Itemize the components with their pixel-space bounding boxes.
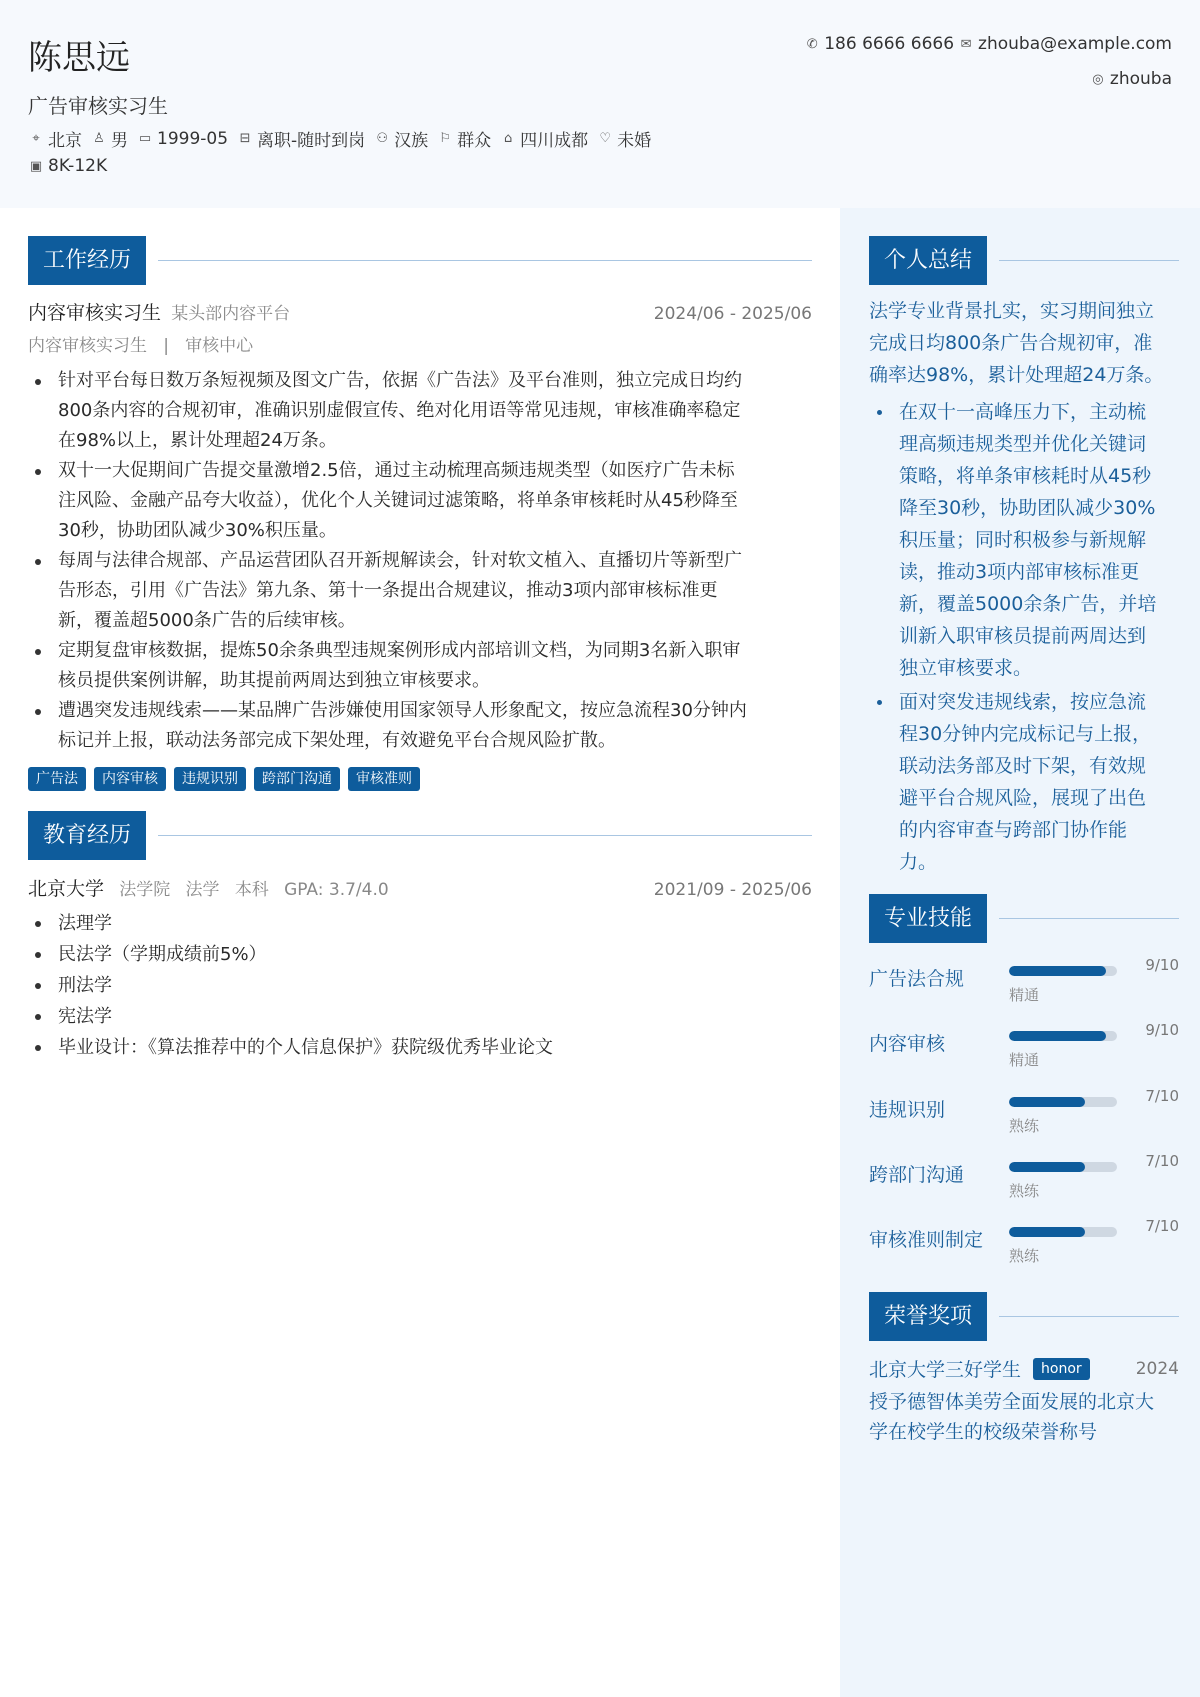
skill-bar-fill — [1009, 1227, 1085, 1237]
heart-icon: ♡ — [599, 131, 611, 146]
education-header — [28, 874, 812, 901]
department: 审核中心 — [185, 336, 254, 356]
info-salary: ▣ 8K-12K — [29, 156, 108, 176]
target-position: 广告审核实习生 — [28, 94, 168, 118]
skill-level: 精通 — [1009, 986, 1040, 1004]
person-icon: ♙ — [93, 131, 105, 146]
award-year: 2024 — [1135, 1358, 1179, 1379]
award-description: 授予德智体美劳全面发展的北京大 学在校学生的校级荣誉称号 — [869, 1391, 1155, 1443]
info-status: ⊟ 离职-随时到岗 — [237, 126, 365, 151]
list-item: 宪法学 — [28, 1001, 812, 1032]
group-icon: ⚇ — [376, 131, 388, 146]
skill-bar — [1009, 1031, 1117, 1041]
skill-bar-fill — [1009, 1162, 1085, 1172]
contact-wechat[interactable]: ◎ zhouba — [1090, 69, 1172, 89]
job-subline — [28, 331, 253, 356]
gpa: GPA: 3.7/4.0 — [284, 880, 389, 900]
list-item: 每周与法律合规部、产品运营团队召开新规解读会，针对软文植入、直播切片等新型广 告形态，引用《广告法》第九条、第十一条提出合规建议，推动3项内部审核标准更 新，覆盖超5000条广告的后续审核。 — [28, 546, 812, 636]
major: 法学 — [185, 880, 220, 900]
candidate-name: 陈思远 — [28, 38, 130, 78]
skill-level: 熟练 — [1009, 1247, 1040, 1265]
wechat-icon: ◎ — [1092, 71, 1104, 87]
list-item: 双十一大促期间广告提交量激增2.5倍，通过主动梳理高频违规类型（如医疗广告未标 注风险、金融产品夸大收益），优化个人关键词过滤策略，将单条审核耗时从45秒降至 30秒，协助团队减少30%积压量。 — [28, 456, 812, 546]
job-title: 内容审核实习生 — [28, 302, 162, 324]
skill-name: 审核准则制定 — [869, 1229, 984, 1251]
skill-item — [869, 1017, 1179, 1077]
company-name: 某头部内容平台 — [171, 304, 291, 324]
contact-phone[interactable]: ✆ 186 6666 6666 — [804, 34, 954, 54]
flag-icon: ⚐ — [439, 131, 451, 146]
summary-text: 法学专业背景扎实，实习期间独立 完成日均800条广告合规初审，准 确率达98%，累计处理超24万条。 — [869, 300, 1164, 386]
list-item: 定期复盘审核数据，提炼50余条典型违规案例形成内部培训文档，为同期3名新入职审 核员提供案例讲解，助其提前两周达到独立审核要求。 — [28, 636, 812, 696]
skill-name: 违规识别 — [869, 1099, 946, 1121]
section-summary — [869, 236, 1179, 285]
section-divider — [999, 1316, 1179, 1317]
job-date: 2024/06 - 2025/06 — [653, 304, 812, 324]
section-skills — [869, 894, 1179, 943]
separator: | — [163, 336, 169, 356]
info-political: ⚐ 群众 — [437, 126, 491, 151]
skill-score: 7/10 — [1145, 1152, 1179, 1170]
skill-bar — [1009, 1162, 1117, 1172]
tag: 内容审核 — [94, 767, 166, 791]
skill-bar-fill — [1009, 1097, 1085, 1107]
skill-name: 广告法合规 — [869, 968, 965, 990]
section-divider — [999, 260, 1179, 261]
home-icon: ⌂ — [504, 131, 513, 146]
skill-tags — [28, 767, 428, 791]
skill-score: 7/10 — [1145, 1087, 1179, 1105]
skill-item — [869, 1083, 1179, 1143]
job-header — [28, 298, 812, 325]
info-birth: ▭ 1999-05 — [138, 128, 229, 149]
salary-row — [28, 156, 116, 176]
list-item: 毕业设计：《算法推荐中的个人信息保护》获院级优秀毕业论文 — [28, 1032, 812, 1063]
personal-info-row — [28, 126, 660, 151]
list-item: 刑法学 — [28, 970, 812, 1001]
skill-bar — [1009, 1227, 1117, 1237]
list-item: 在双十一高峰压力下，主动梳 理高频违规类型并优化关键词 策略，将单条审核耗时从45秒 降至30秒，协助团队减少30% 积压量；同时积极参与新规解 读，推动3项内部审核标准更 新，覆盖5000余条广告，并培 训新入职审核员提前两周达到 独立审核要求。 — [869, 396, 1179, 684]
section-title-work: 工作经历 — [28, 236, 146, 285]
info-location: ⌖ 北京 — [28, 126, 82, 151]
tag: 广告法 — [28, 767, 86, 791]
skill-level: 熟练 — [1009, 1182, 1040, 1200]
skill-bar — [1009, 966, 1117, 976]
contact-row — [804, 34, 1172, 54]
section-title-summary: 个人总结 — [869, 236, 987, 285]
calendar-icon: ▭ — [138, 131, 152, 146]
list-item: 法理学 — [28, 908, 812, 939]
skill-name: 跨部门沟通 — [869, 1164, 965, 1186]
skill-score: 7/10 — [1145, 1217, 1179, 1235]
tag: 违规识别 — [174, 767, 246, 791]
section-title-awards: 荣誉奖项 — [869, 1292, 987, 1341]
award-header — [869, 1355, 1179, 1382]
tag: 跨部门沟通 — [254, 767, 340, 791]
list-item: 遭遇突发违规线索——某品牌广告涉嫌使用国家领导人形象配文，按应急流程30分钟内 标记并上报，联动法务部完成下架处理，有效避免平台合规风险扩散。 — [28, 696, 812, 756]
skill-bar-fill — [1009, 1031, 1106, 1041]
summary-bullets — [869, 396, 1179, 878]
section-title-education: 教育经历 — [28, 811, 146, 860]
info-ethnicity: ⚇ 汉族 — [374, 126, 428, 151]
skill-bar — [1009, 1097, 1117, 1107]
section-title-skills: 专业技能 — [869, 894, 987, 943]
section-awards — [869, 1292, 1179, 1341]
mail-icon: ✉ — [960, 36, 972, 52]
section-education — [28, 811, 812, 860]
list-item: 民法学（学期成绩前5%） — [28, 939, 812, 970]
award-badge: honor — [1033, 1358, 1090, 1380]
skill-level: 精通 — [1009, 1051, 1040, 1069]
tag: 审核准则 — [348, 767, 420, 791]
info-marital: ♡ 未婚 — [597, 126, 651, 151]
phone-icon: ✆ — [806, 36, 818, 52]
section-divider — [158, 835, 812, 836]
info-hometown: ⌂ 四川成都 — [500, 126, 588, 151]
education-bullets — [28, 908, 812, 1063]
info-gender: ♙ 男 — [91, 126, 128, 151]
section-work — [28, 236, 812, 285]
award-name: 北京大学三好学生 — [869, 1359, 1022, 1381]
contact-email[interactable]: ✉ zhouba@example.com — [958, 34, 1172, 54]
list-item: 面对突发违规线索，按应急流 程30分钟内完成标记与上报， 联动法务部及时下架，有效规 避平台合规风险，展现了出色 的内容审查与跨部门协作能 力。 — [869, 686, 1179, 878]
skill-bar-fill — [1009, 966, 1106, 976]
skill-name: 内容审核 — [869, 1033, 946, 1055]
skill-score: 9/10 — [1145, 1021, 1179, 1039]
skill-score: 9/10 — [1145, 956, 1179, 974]
contact-row-2 — [1090, 69, 1172, 89]
education-date: 2021/09 - 2025/06 — [653, 880, 812, 900]
job-role: 内容审核实习生 — [28, 336, 147, 356]
work-bullets — [28, 366, 812, 756]
skill-item — [869, 952, 1179, 1012]
skill-item — [869, 1213, 1179, 1273]
money-icon: ▣ — [29, 158, 43, 174]
degree: 本科 — [234, 880, 269, 900]
briefcase-icon: ⊟ — [239, 131, 251, 146]
list-item: 针对平台每日数万条短视频及图文广告，依据《广告法》及平台准则，独立完成日均约 800条内容的合规初审，准确识别虚假宣传、绝对化用语等常见违规，审核准确率稳定 在98%以上，累计处理超24万条。 — [28, 366, 812, 456]
resume-header — [0, 0, 1200, 208]
section-divider — [999, 918, 1179, 919]
section-divider — [158, 260, 812, 261]
skill-item — [869, 1148, 1179, 1208]
location-icon: ⌖ — [32, 131, 40, 146]
skill-level: 熟练 — [1009, 1117, 1040, 1135]
college: 法学院 — [119, 880, 171, 900]
school-name: 北京大学 — [28, 878, 105, 900]
